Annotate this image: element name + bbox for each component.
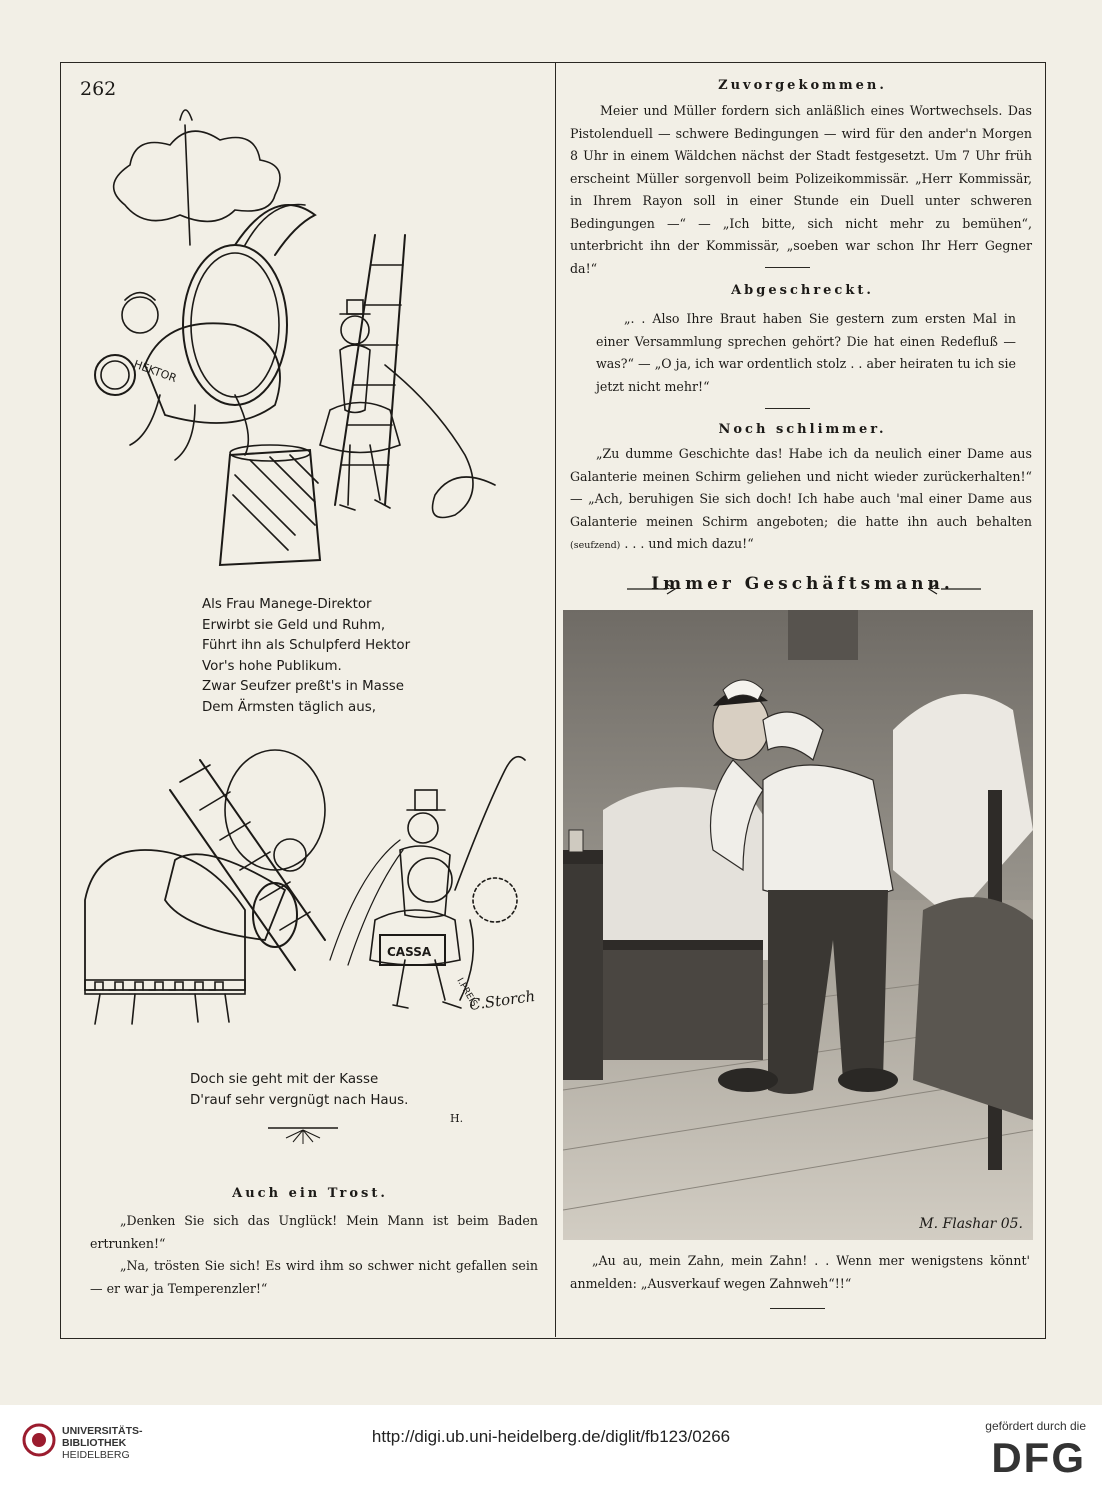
poem-line: Als Frau Manege-Direktor <box>202 597 372 612</box>
article-auch-ein-trost <box>90 1210 538 1300</box>
cassa-box-label: CASSA <box>387 945 432 959</box>
abgeschreckt-text: „. . Also Ihre Braut haben Sie gestern zum ersten Mal in einer Versammlung sprechen gehört? Die hat einen Redefluß — was?“ — „O ja, ich war ordentlich stolz . . aber heiraten tu ich sie jetzt nicht mehr!“ <box>596 311 1016 394</box>
column-divider <box>555 62 556 1337</box>
toothache-cartoon-image <box>563 610 1033 1240</box>
right-flourish-icon <box>925 582 985 596</box>
heading-auch-ein-trost: Auch ein Trost. <box>232 1186 388 1201</box>
page-number: 262 <box>80 78 117 100</box>
circus-drawing-svg <box>85 95 555 575</box>
artist-signature-storch: C.Storch <box>468 986 537 1014</box>
schlimmer-text-main: „Zu dumme Geschichte das! Habe ich da neulich einer Dame aus Galanterie meinen Schirm geliehen und nicht wieder zurückerhalten!“ — „Ach, beruhigen Sie sich doch! Ich habe auch 'mal einer Dame aus Galanterie meinen Schirm angeboten; die hatte ihn auch behalten <box>570 446 1032 529</box>
poem-line: Vor's hohe Publikum. <box>202 658 342 674</box>
article-noch-schlimmer <box>570 443 1032 558</box>
divider-rule <box>765 408 810 409</box>
poem-line: Führt ihn als Schulpferd Hektor <box>202 638 411 653</box>
poem-verse-2 <box>190 1070 408 1111</box>
prize-sash-label: I.PREIS <box>454 976 479 1009</box>
zuvorgekommen-text: Meier und Müller fordern sich anläßlich eines Wortwechsels. Das Pistolenduell — schwere Bedingungen — wird für den ander'n Morgen 8 Uhr in einem Wäldchen nächst der Stadt festgesetzt. Um 7 Uhr früh erscheint Müller sorgenvoll beim Polizeikommissär. „Herr Kommissär, in Ihrem Rayon soll in einer Stunde ein Duell unter schweren Bedingungen —“ — „Ich bitte, sich nicht mehr zu bemühen“, unterbricht ihn der Kommissär, „soeben war schon Ihr Herr Gegner da!“ <box>570 103 1032 276</box>
poem-line: Dem Ärmsten täglich aus, <box>202 699 376 715</box>
trost-paragraph-1: „Denken Sie sich das Unglück! Mein Mann ist beim Baden ertrunken!“ <box>90 1213 538 1251</box>
poem-line: D'rauf sehr vergnügt nach Haus. <box>190 1092 409 1108</box>
poem-line: Doch sie geht mit der Kasse <box>190 1072 379 1087</box>
toothache-scene-svg <box>563 610 1033 1240</box>
schlimmer-paragraph <box>570 443 1032 558</box>
digitization-footer <box>0 1405 1102 1489</box>
library-line: BIBLIOTHEK <box>62 1437 127 1449</box>
trost-paragraph-2: „Na, trösten Sie sich! Es wird ihm so schwer nicht gefallen sein — er war ja Temperenzler!“ <box>90 1258 538 1296</box>
poem-line: Erwirbt sie Geld und Ruhm, <box>202 617 386 633</box>
ornament-divider <box>268 1124 338 1150</box>
article-abgeschreckt <box>596 308 1016 398</box>
schlimmer-text-small: (seufzend) <box>570 540 621 551</box>
heading-noch-schlimmer: Noch schlimmer. <box>718 422 887 437</box>
heading-immer-geschaeftsmann: Immer Geschäftsmann. <box>651 574 954 594</box>
divider-rule <box>765 267 810 268</box>
cartoon-title-row <box>565 574 1040 602</box>
circus-illustration-bottom <box>75 740 550 1050</box>
library-line: HEIDELBERG <box>62 1449 130 1461</box>
hektor-collar-label: HEKTOR <box>131 357 179 386</box>
circus-illustration-top <box>85 95 555 575</box>
article-zuvorgekommen <box>570 100 1032 280</box>
poem-line: Zwar Seufzer preßt's in Masse <box>202 679 405 694</box>
funding-label: gefördert durch die <box>985 1419 1086 1433</box>
dfg-logo: DFG <box>991 1434 1086 1481</box>
sunburst-ornament-icon <box>268 1124 338 1146</box>
artist-signature-flashar: M. Flashar 05. <box>919 1216 1023 1232</box>
permalink-url[interactable]: http://digi.ub.uni-heidelberg.de/diglit/fb123/0266 <box>371 1427 731 1446</box>
procession-drawing-svg <box>75 740 550 1050</box>
cartoon-caption <box>570 1250 1030 1295</box>
heading-abgeschreckt: Abgeschreckt. <box>731 283 874 298</box>
library-line: UNIVERSITÄTS- <box>62 1425 143 1437</box>
poem-signature: H. <box>450 1112 464 1125</box>
schlimmer-text-end: . . . und mich dazu!“ <box>620 536 754 551</box>
poem-verse-1 <box>202 595 410 718</box>
caption-text: „Au au, mein Zahn, mein Zahn! . . Wenn mer wenigstens könnt' anmelden: „Ausverkauf wegen Zahnweh“!!“ <box>570 1253 1030 1291</box>
divider-rule <box>770 1308 825 1309</box>
heading-zuvorgekommen: Zuvorgekommen. <box>718 78 887 93</box>
